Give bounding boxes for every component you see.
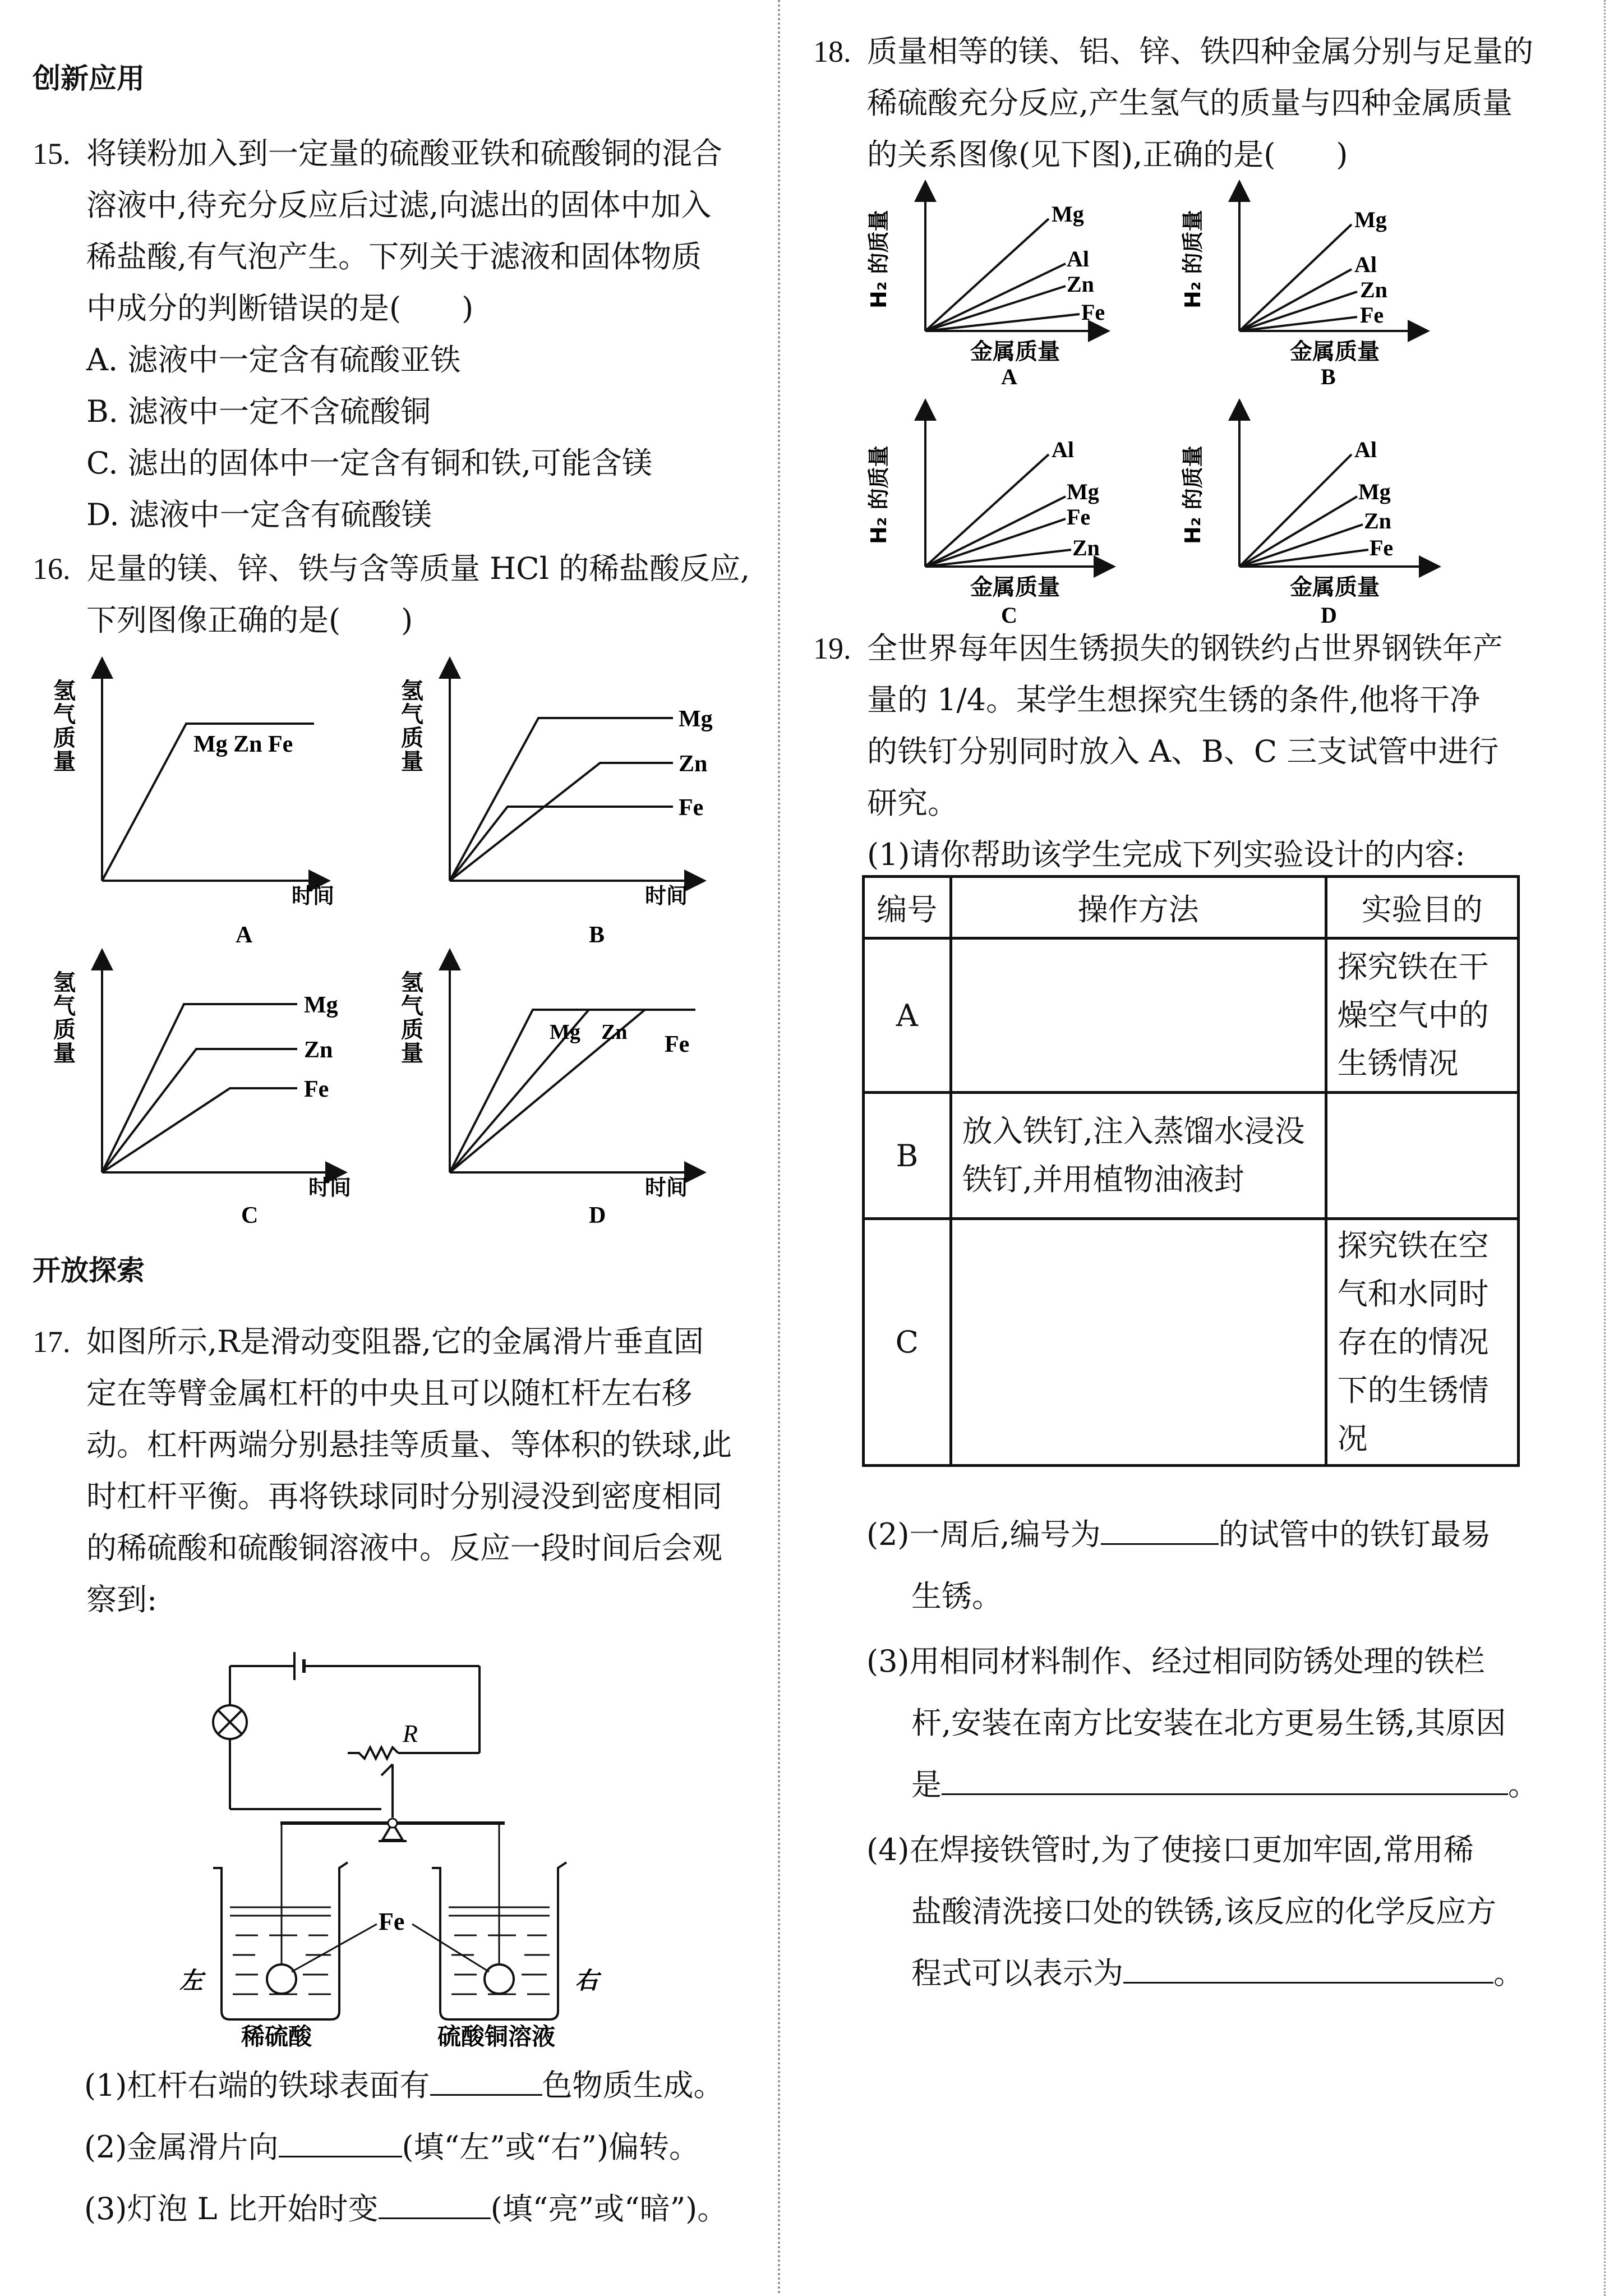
answer-blank[interactable] — [279, 2156, 402, 2157]
series-label: Mg — [679, 706, 713, 732]
answer-blank[interactable] — [942, 1793, 1508, 1795]
series-label: Fe — [679, 795, 704, 821]
y-label: 氢气质量 — [401, 970, 423, 1066]
graph-d[interactable] — [401, 959, 695, 1228]
question-stem — [86, 1316, 782, 1626]
series-label: Mg Zn Fe — [193, 731, 293, 757]
left-beaker — [213, 1862, 348, 2019]
answer-blank[interactable] — [430, 2094, 542, 2096]
page-edge — [1604, 0, 1606, 2296]
q17-sub-3: (3)灯泡 L 比开始时变 (填“亮”或“暗”)。 — [84, 2191, 728, 2226]
series-label: Mg — [1052, 201, 1084, 227]
q19-sub-3-line3: 是 。 — [911, 1767, 1538, 1802]
question-number: 19. — [813, 632, 851, 665]
series-label: Mg — [1067, 479, 1099, 504]
series-label: Zn — [1067, 272, 1094, 297]
q17-sub-2: (2)金属滑片向 (填“左”或“右”)偏转。 — [84, 2129, 700, 2165]
series-label: Zn — [601, 1020, 628, 1044]
right-beaker-label: 硫酸铜溶液 — [437, 2023, 556, 2047]
left-iron-ball — [267, 1964, 296, 1994]
series-label: Mg — [1358, 479, 1391, 504]
stem-line: 全世界每年因生锈损失的钢铁约占世界钢铁年产 — [867, 631, 1503, 666]
row-b-id: B — [864, 1093, 951, 1219]
header-id: 编号 — [864, 877, 951, 938]
question-number: 15. — [33, 137, 71, 171]
stem-line: 的稀硫酸和硫酸铜溶液中。反应一段时间后会观 — [86, 1530, 722, 1566]
stem-line: 如图所示,R是滑动变阻器,它的金属滑片垂直固 — [86, 1324, 704, 1359]
stem-line: 稀硫酸充分反应,产生氢气的质量与四种金属质量 — [867, 85, 1513, 121]
stem-line: 溶液中,待充分反应后过滤,向滤出的固体中加入 — [86, 187, 712, 223]
series-label: Zn — [1360, 277, 1387, 302]
row-c-purpose: 探究铁在空气和水同时存在的情况下的生锈情况 — [1326, 1219, 1518, 1466]
graph-a[interactable] — [866, 191, 1105, 389]
series-label: Fe — [665, 1032, 690, 1057]
question-stem — [867, 623, 1585, 881]
graph-c[interactable] — [866, 409, 1105, 628]
option-a[interactable]: A. 滤液中一定含有硫酸亚铁 — [86, 342, 461, 378]
header-method: 操作方法 — [951, 877, 1326, 938]
resistor-icon — [348, 1747, 398, 1759]
iron-label: Fe — [379, 1908, 405, 1935]
stem-line: 察到: — [86, 1582, 158, 1617]
q19-sub-4: (4)在焊接铁管时,为了使接口更加牢固,常用稀 — [866, 1832, 1474, 1867]
graph-label: A — [1001, 364, 1017, 389]
series-label: Fe — [1370, 535, 1394, 560]
stem-line: 的铁钉分别同时放入 A、B、C 三支试管中进行 — [867, 734, 1499, 769]
q19-sub-3-line2: 杆,安装在南方比安装在北方更易生锈,其原因 — [911, 1705, 1506, 1741]
graph-label: A — [236, 922, 253, 948]
graph-label: B — [1321, 364, 1336, 389]
x-label: 时间 — [645, 1175, 688, 1200]
question-number: 16. — [33, 552, 71, 586]
series-label: Mg — [550, 1020, 580, 1044]
q18-graphs — [858, 180, 1486, 639]
option-d[interactable]: D. 滤液中一定含有硫酸镁 — [86, 497, 432, 532]
x-label: 时间 — [292, 884, 335, 908]
y-label: H₂ 的质量 — [866, 445, 891, 544]
row-a-id: A — [864, 938, 951, 1093]
q19-sub-2: (2)一周后,编号为 的试管中的铁钉最易 — [866, 1517, 1491, 1552]
x-label: 金属质量 — [1290, 339, 1380, 365]
x-label: 金属质量 — [970, 339, 1060, 365]
right-iron-ball — [485, 1964, 514, 1994]
y-label: 氢气质量 — [53, 970, 76, 1066]
series-label: Fe — [304, 1076, 329, 1102]
left-side-label: 左 — [179, 1967, 204, 1994]
answer-blank[interactable] — [1101, 1543, 1219, 1545]
sub-question-1: (1)请你帮助该学生完成下列实验设计的内容: — [867, 837, 1465, 872]
series-label: Zn — [1364, 508, 1391, 533]
option-c[interactable]: C. 滤出的固体中一定含有铜和铁,可能含镁 — [86, 445, 652, 481]
answer-blank[interactable] — [1123, 1982, 1493, 1984]
question-number: 18. — [813, 35, 851, 68]
x-label: 时间 — [308, 1175, 352, 1200]
section-heading-innovation: 创新应用 — [33, 62, 145, 95]
stem-line: 中成分的判断错误的是( ) — [86, 291, 474, 326]
stem-line: 研究。 — [867, 785, 958, 821]
question-number: 17. — [33, 1325, 71, 1359]
question-stem — [86, 128, 782, 541]
graph-b[interactable] — [1181, 191, 1419, 389]
graph-b[interactable] — [401, 668, 713, 948]
graph-label: B — [589, 922, 605, 948]
row-a-purpose: 探究铁在干燥空气中的生锈情况 — [1326, 938, 1518, 1093]
x-label: 金属质量 — [1290, 574, 1380, 600]
y-label: H₂ 的质量 — [866, 210, 891, 309]
q17-circuit-figure — [157, 1644, 662, 2047]
y-label: 氢气质量 — [401, 678, 423, 775]
stem-line: 定在等臂金属杠杆的中央且可以随杠杆左右移 — [86, 1375, 692, 1411]
row-b-purpose[interactable] — [1326, 1093, 1518, 1219]
header-purpose: 实验目的 — [1326, 877, 1518, 938]
question-stem — [86, 543, 782, 646]
left-beaker-label: 稀硫酸 — [241, 2023, 312, 2047]
graph-label: D — [1321, 602, 1337, 628]
row-a-method[interactable] — [951, 938, 1326, 1093]
y-label: H₂ 的质量 — [1181, 445, 1205, 544]
series-label: Fe — [1081, 300, 1105, 325]
experiment-table — [862, 875, 1520, 1467]
stem-line: 时杠杆平衡。再将铁球同时分别浸没到密度相同 — [86, 1479, 722, 1514]
series-label: Zn — [304, 1037, 333, 1063]
graph-label: D — [589, 1203, 606, 1228]
right-side-label: 右 — [575, 1967, 599, 1994]
series-label: Mg — [304, 992, 338, 1018]
series-label: Al — [1354, 437, 1377, 462]
resistor-label: R — [403, 1720, 418, 1747]
graph-label: C — [241, 1203, 259, 1228]
q19-sub-3: (3)用相同材料制作、经过相同防锈处理的铁栏 — [866, 1644, 1485, 1679]
option-b[interactable]: B. 滤液中一定不含硫酸铜 — [86, 394, 431, 429]
graph-a[interactable] — [53, 668, 334, 948]
series-label: Zn — [1072, 535, 1100, 560]
graph-d[interactable] — [1181, 409, 1430, 628]
stem-line: 动。杠杆两端分别悬挂等质量、等体积的铁球,此 — [86, 1427, 732, 1462]
stem-line: 足量的镁、锌、铁与含等质量 HCl 的稀盐酸反应, — [86, 551, 750, 586]
q17-sub-1: (1)杠杆右端的铁球表面有 色物质生成。 — [84, 2068, 724, 2103]
series-label: Al — [1354, 252, 1377, 277]
q19-sub-4-line2: 盐酸清洗接口处的铁锈,该反应的化学反应方 — [911, 1894, 1497, 1929]
q19-sub-4-line3: 程式可以表示为 。 — [911, 1955, 1524, 1991]
stem-line: 将镁粉加入到一定量的硫酸亚铁和硫酸铜的混合 — [86, 136, 722, 171]
series-label: Zn — [679, 751, 708, 777]
question-stem — [867, 26, 1585, 181]
section-heading-open: 开放探索 — [33, 1254, 145, 1287]
stem-line: 量的 1/4。某学生想探究生锈的条件,他将干净 — [867, 682, 1481, 717]
series-label: Mg — [1354, 207, 1387, 232]
row-c-id: C — [864, 1219, 951, 1466]
row-c-method[interactable] — [951, 1219, 1326, 1466]
answer-blank[interactable] — [379, 2217, 491, 2219]
x-label: 时间 — [645, 884, 688, 908]
q16-graphs — [34, 656, 774, 1228]
stem-line: 稀盐酸,有气泡产生。下列关于滤液和固体物质 — [86, 239, 702, 274]
stem-line: 质量相等的镁、铝、锌、铁四种金属分别与足量的 — [867, 34, 1533, 69]
x-label: 金属质量 — [970, 574, 1060, 600]
graph-label: C — [1001, 602, 1017, 628]
series-label: Al — [1067, 246, 1089, 272]
series-label: Al — [1052, 437, 1074, 462]
stem-line: 的关系图像(见下图),正确的是( ) — [867, 137, 1348, 172]
series-label: Fe — [1067, 504, 1091, 530]
graph-c[interactable] — [53, 959, 351, 1228]
row-b-method: 放入铁钉,注入蒸馏水浸没铁钉,并用植物油液封 — [951, 1093, 1326, 1219]
stem-line: 下列图像正确的是( ) — [86, 602, 413, 638]
q19-sub-2-cont: 生锈。 — [911, 1579, 1002, 1614]
y-label: 氢气质量 — [53, 678, 76, 775]
series-label: Fe — [1360, 302, 1384, 328]
y-label: H₂ 的质量 — [1181, 210, 1205, 309]
